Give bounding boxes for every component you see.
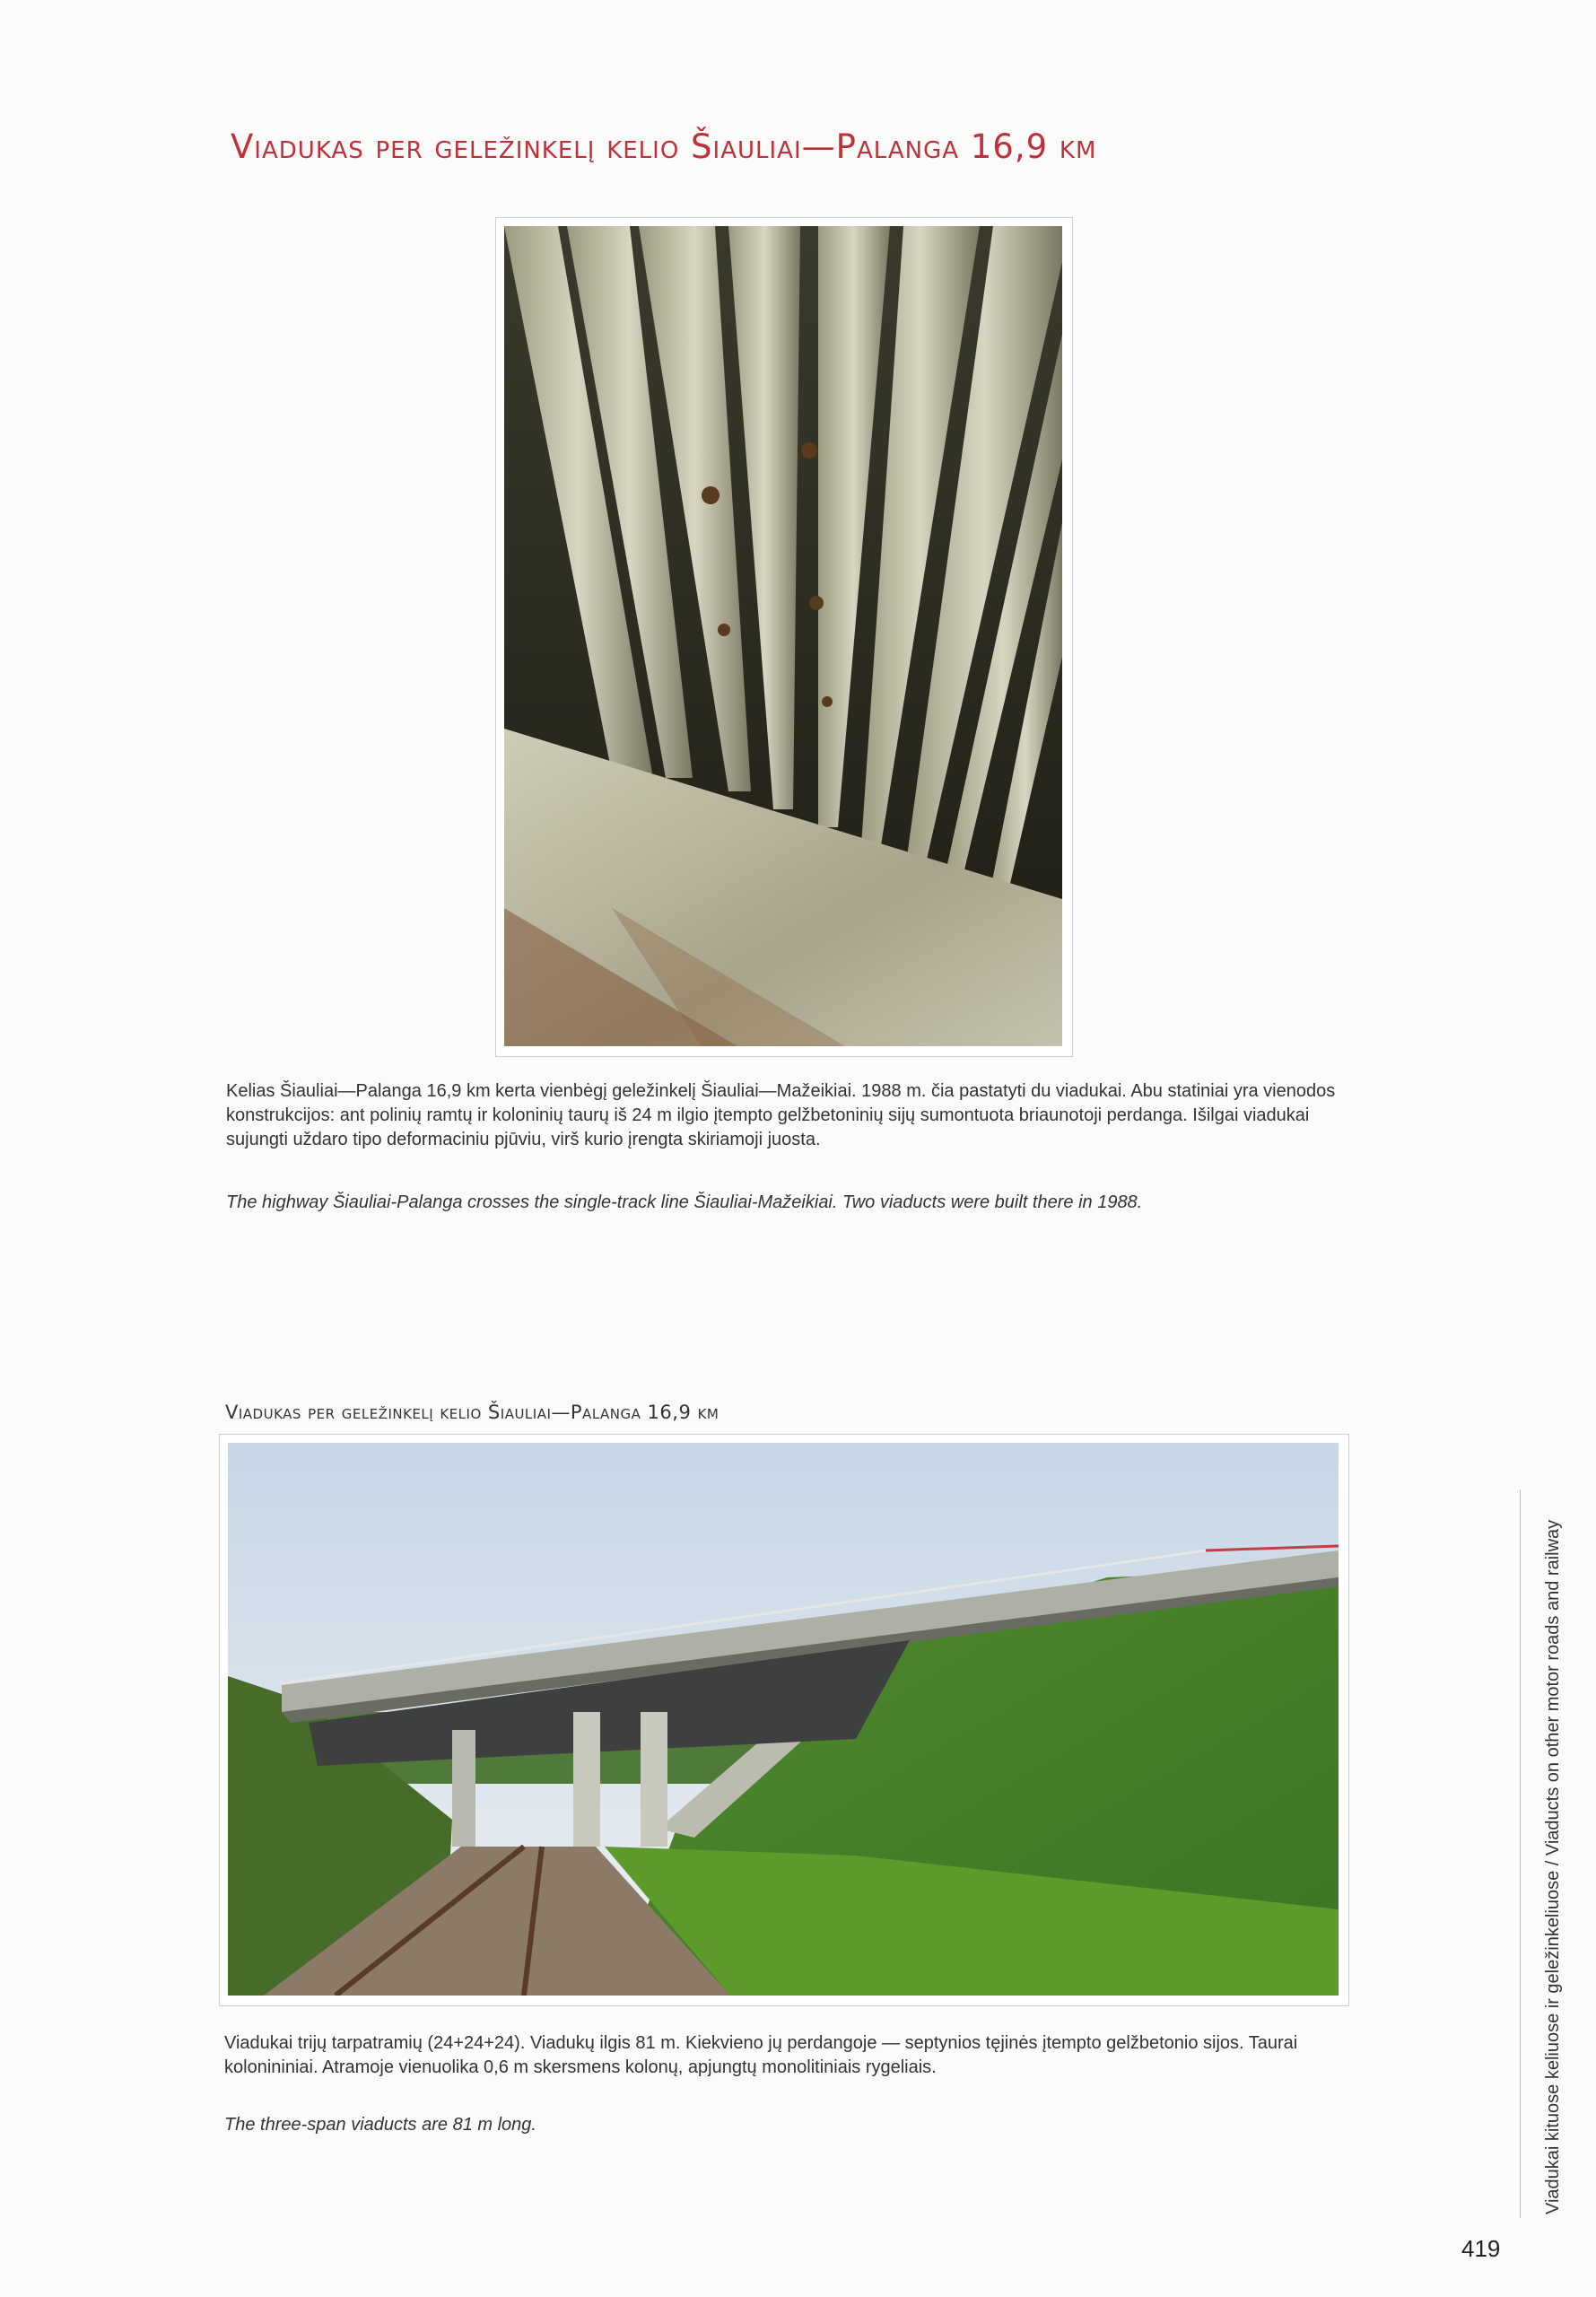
photo-viaduct-underside: [504, 226, 1062, 1046]
photo-frame-viaduct: [219, 1434, 1349, 2006]
page-number: 419: [1461, 2235, 1501, 2262]
caption-en-underside: The highway Šiauliai-Palanga crosses the single-track line Šiauliai-Mažeikiai. Two viaducts were built there in 1988.: [226, 1192, 1143, 1212]
sidebar-divider: [1520, 1489, 1521, 2218]
caption-lt-underside: Kelias Šiauliai—Palanga 16,9 km kerta vienbėgį geležinkelį Šiauliai—Mažeikiai. 1988 m. čia pastatyti du viadukai. Abu statiniai yra vienodos konstrukcijos: ant polinių ramtų ir koloninių taurų iš 24 m ilgio įtempto gelžbetoninių sijų sumontuota briaunotoji perdanga. Išilgai viadukai sujungti uždaro tipo deformaciniu pjūviu, virš kurio įrengta skiriamoji juosta.: [226, 1081, 1336, 1149]
photo-viaduct-railway: [228, 1443, 1339, 1996]
page-title: Viadukas per geležinkelį kelio Šiauliai—Palanga 16,9 km: [231, 127, 1097, 166]
figure-title: Viadukas per geležinkelį kelio Šiauliai—Palanga 16,9 km: [225, 1402, 720, 1423]
caption-en-viaduct: The three-span viaducts are 81 m long.: [224, 2115, 536, 2135]
sidebar-section-label: Viadukai kituose keliuose ir geležinkeliuose / Viaducts on other motor roads and railway: [1543, 1519, 1563, 2214]
caption-lt-viaduct: Viadukai trijų tarpatramių (24+24+24). Viadukų ilgis 81 m. Kiekvieno jų perdangoje — septynios tęjinės įtempto gelžbetonio sijos. Taurai kolonininiai. Atramoje vienuolika 0,6 m skersmens kolonų, apjungtų monolitiniais rygeliais.: [224, 2033, 1298, 2077]
photo-frame-underside: [495, 217, 1073, 1057]
